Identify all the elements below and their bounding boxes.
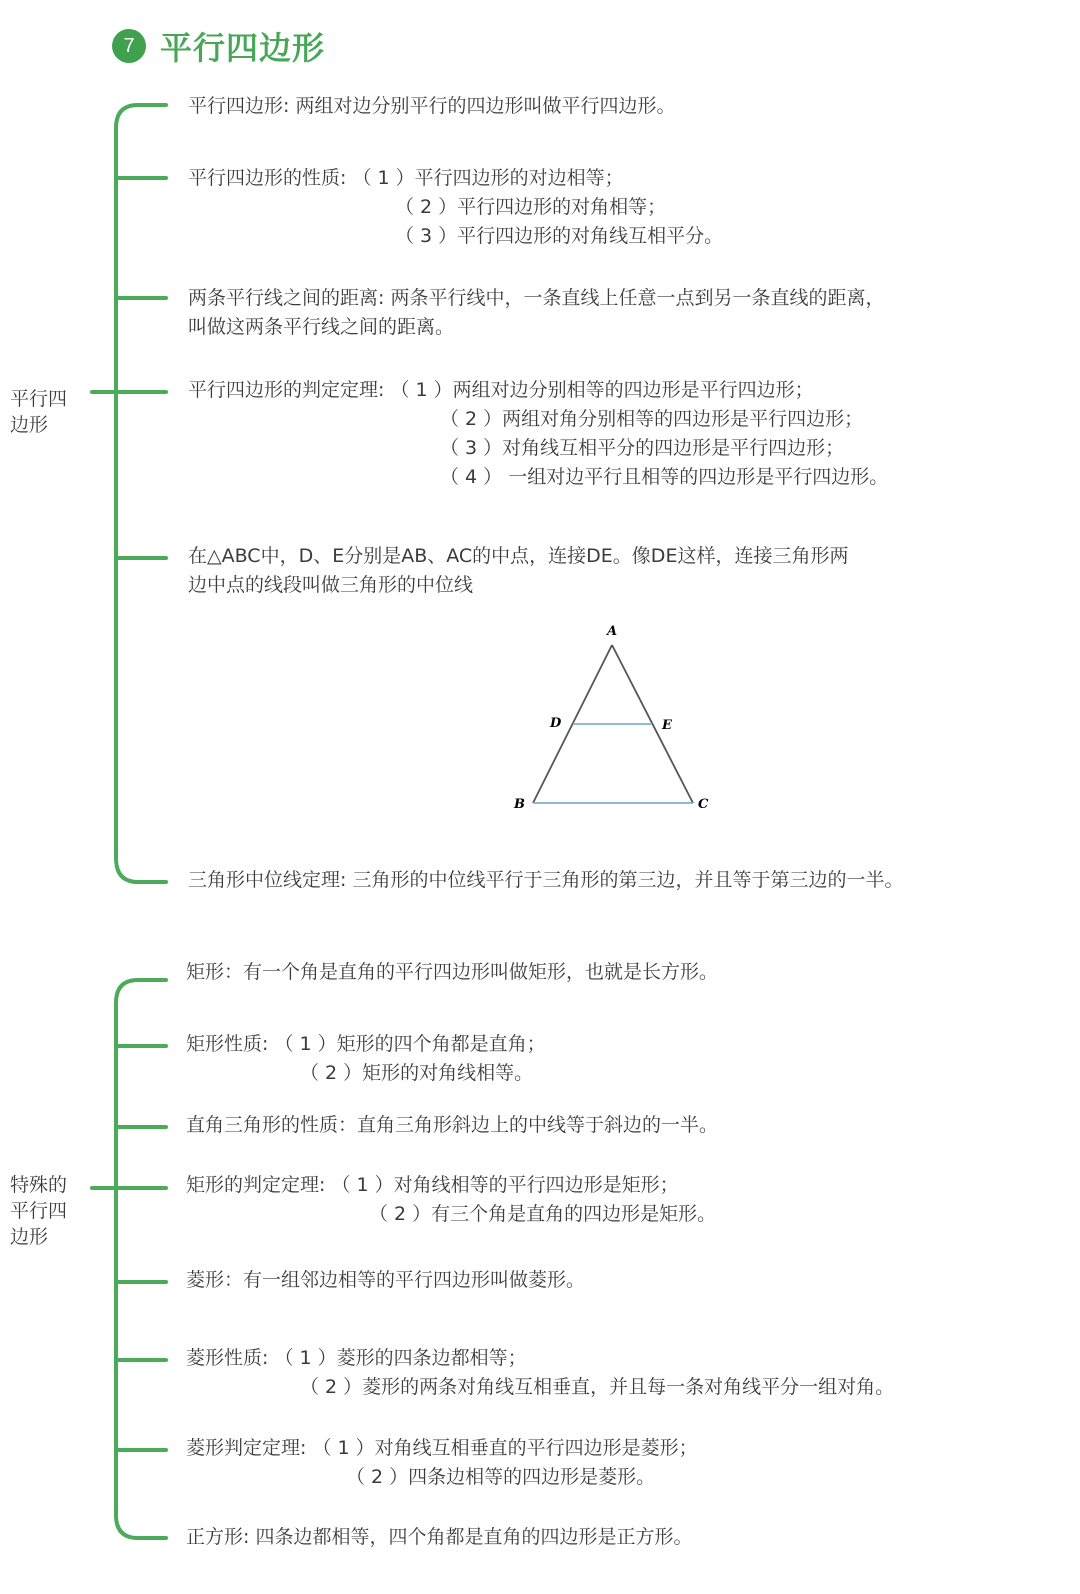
- section-number-badge: 7: [112, 29, 146, 63]
- node-text: 菱形：有一组邻边相等的平行四边形叫做菱形。: [186, 1269, 586, 1291]
- node-text: （ 2 ）有三个角是直角的四边形是矩形。: [369, 1203, 717, 1225]
- node-text: 矩形的判定定理: （ 1 ）对角线相等的平行四边形是矩形；: [186, 1174, 679, 1196]
- vertex-label-c: C: [698, 797, 709, 812]
- node-text: （ 2 ）四条边相等的四边形是菱形。: [346, 1466, 656, 1488]
- triangle-midline-figure: [500, 615, 730, 825]
- vertex-label-d: D: [550, 716, 562, 731]
- node-properties: [188, 164, 723, 251]
- node-text: 三角形中位线定理: 三角形的中位线平行于三角形的第三边，并且等于第三边的一半。: [188, 869, 904, 891]
- node-text: 平行四边形的判定定理: （ 1 ）两组对边分别相等的四边形是平行四边形；: [188, 379, 814, 401]
- node-text: 矩形：有一个角是直角的平行四边形叫做矩形，也就是长方形。: [186, 961, 719, 983]
- node-criteria: [188, 376, 888, 492]
- node-text: 两条平行线之间的距离: 两条平行线中，一条直线上任意一点到另一条直线的距离，: [188, 287, 885, 309]
- node-rhombus-criteria: [186, 1434, 698, 1492]
- node-text: （ 2 ）两组对角分别相等的四边形是平行四边形；: [440, 408, 864, 430]
- node-text: 在△ABC中，D、E分别是AB、AC的中点，连接DE。像DE这样，连接三角形两: [188, 545, 849, 567]
- node-text: （ 3 ）平行四边形的对角线互相平分。: [395, 225, 724, 247]
- node-rectangle-definition: [186, 958, 718, 987]
- node-parallel-distance: [188, 284, 884, 342]
- bracket-section2: [116, 980, 166, 1538]
- node-text: 平行四边形的性质: （ 1 ）平行四边形的对边相等；: [188, 167, 624, 189]
- node-rectangle-properties: [186, 1030, 546, 1088]
- node-midline-theorem: [188, 866, 903, 895]
- root-label-line: 特殊的: [10, 1174, 68, 1196]
- node-rhombus-properties: [186, 1344, 894, 1402]
- node-text: 菱形性质: （ 1 ）菱形的四条边都相等；: [186, 1347, 527, 1369]
- node-text: 平行四边形: 两组对边分别平行的四边形叫做平行四边形。: [188, 95, 676, 117]
- root-label-line: 边形: [10, 1226, 49, 1248]
- root-label-parallelogram: [10, 386, 67, 438]
- node-text: 矩形性质: （ 1 ）矩形的四个角都是直角；: [186, 1033, 546, 1055]
- node-text: （ 2 ）菱形的两条对角线互相垂直，并且每一条对角线平分一组对角。: [300, 1376, 895, 1398]
- page-title: 平行四边形: [160, 29, 326, 67]
- node-right-triangle-property: [186, 1111, 718, 1140]
- node-text: 边中点的线段叫做三角形的中位线: [188, 574, 474, 596]
- root-label-special-parallelogram: [10, 1172, 67, 1250]
- node-text: 直角三角形的性质：直角三角形斜边上的中线等于斜边的一半。: [186, 1114, 719, 1136]
- root-label-line: 边形: [10, 414, 49, 436]
- node-definition: [188, 92, 675, 121]
- bracket-section1: [116, 105, 166, 882]
- node-rectangle-criteria: [186, 1171, 716, 1229]
- root-label-line: 平行四: [10, 388, 68, 410]
- vertex-label-a: A: [607, 624, 618, 639]
- node-text: （ 4 ） 一组对边平行且相等的四边形是平行四边形。: [440, 466, 889, 488]
- node-midline-definition: [188, 542, 848, 600]
- vertex-label-b: B: [514, 797, 525, 812]
- node-text: 正方形: 四条边都相等，四个角都是直角的四边形是正方形。: [186, 1526, 693, 1548]
- node-square-definition: [186, 1523, 692, 1552]
- section-header: [112, 26, 325, 66]
- node-text: （ 3 ）对角线互相平分的四边形是平行四边形；: [440, 437, 845, 459]
- node-rhombus-definition: [186, 1266, 585, 1295]
- node-text: 菱形判定定理: （ 1 ）对角线互相垂直的平行四边形是菱形；: [186, 1437, 698, 1459]
- node-text: 叫做这两条平行线之间的距离。: [188, 316, 455, 338]
- vertex-label-e: E: [662, 718, 672, 733]
- node-text: （ 2 ）平行四边形的对角相等；: [395, 196, 667, 218]
- node-text: （ 2 ）矩形的对角线相等。: [300, 1062, 534, 1084]
- root-label-line: 平行四: [10, 1200, 68, 1222]
